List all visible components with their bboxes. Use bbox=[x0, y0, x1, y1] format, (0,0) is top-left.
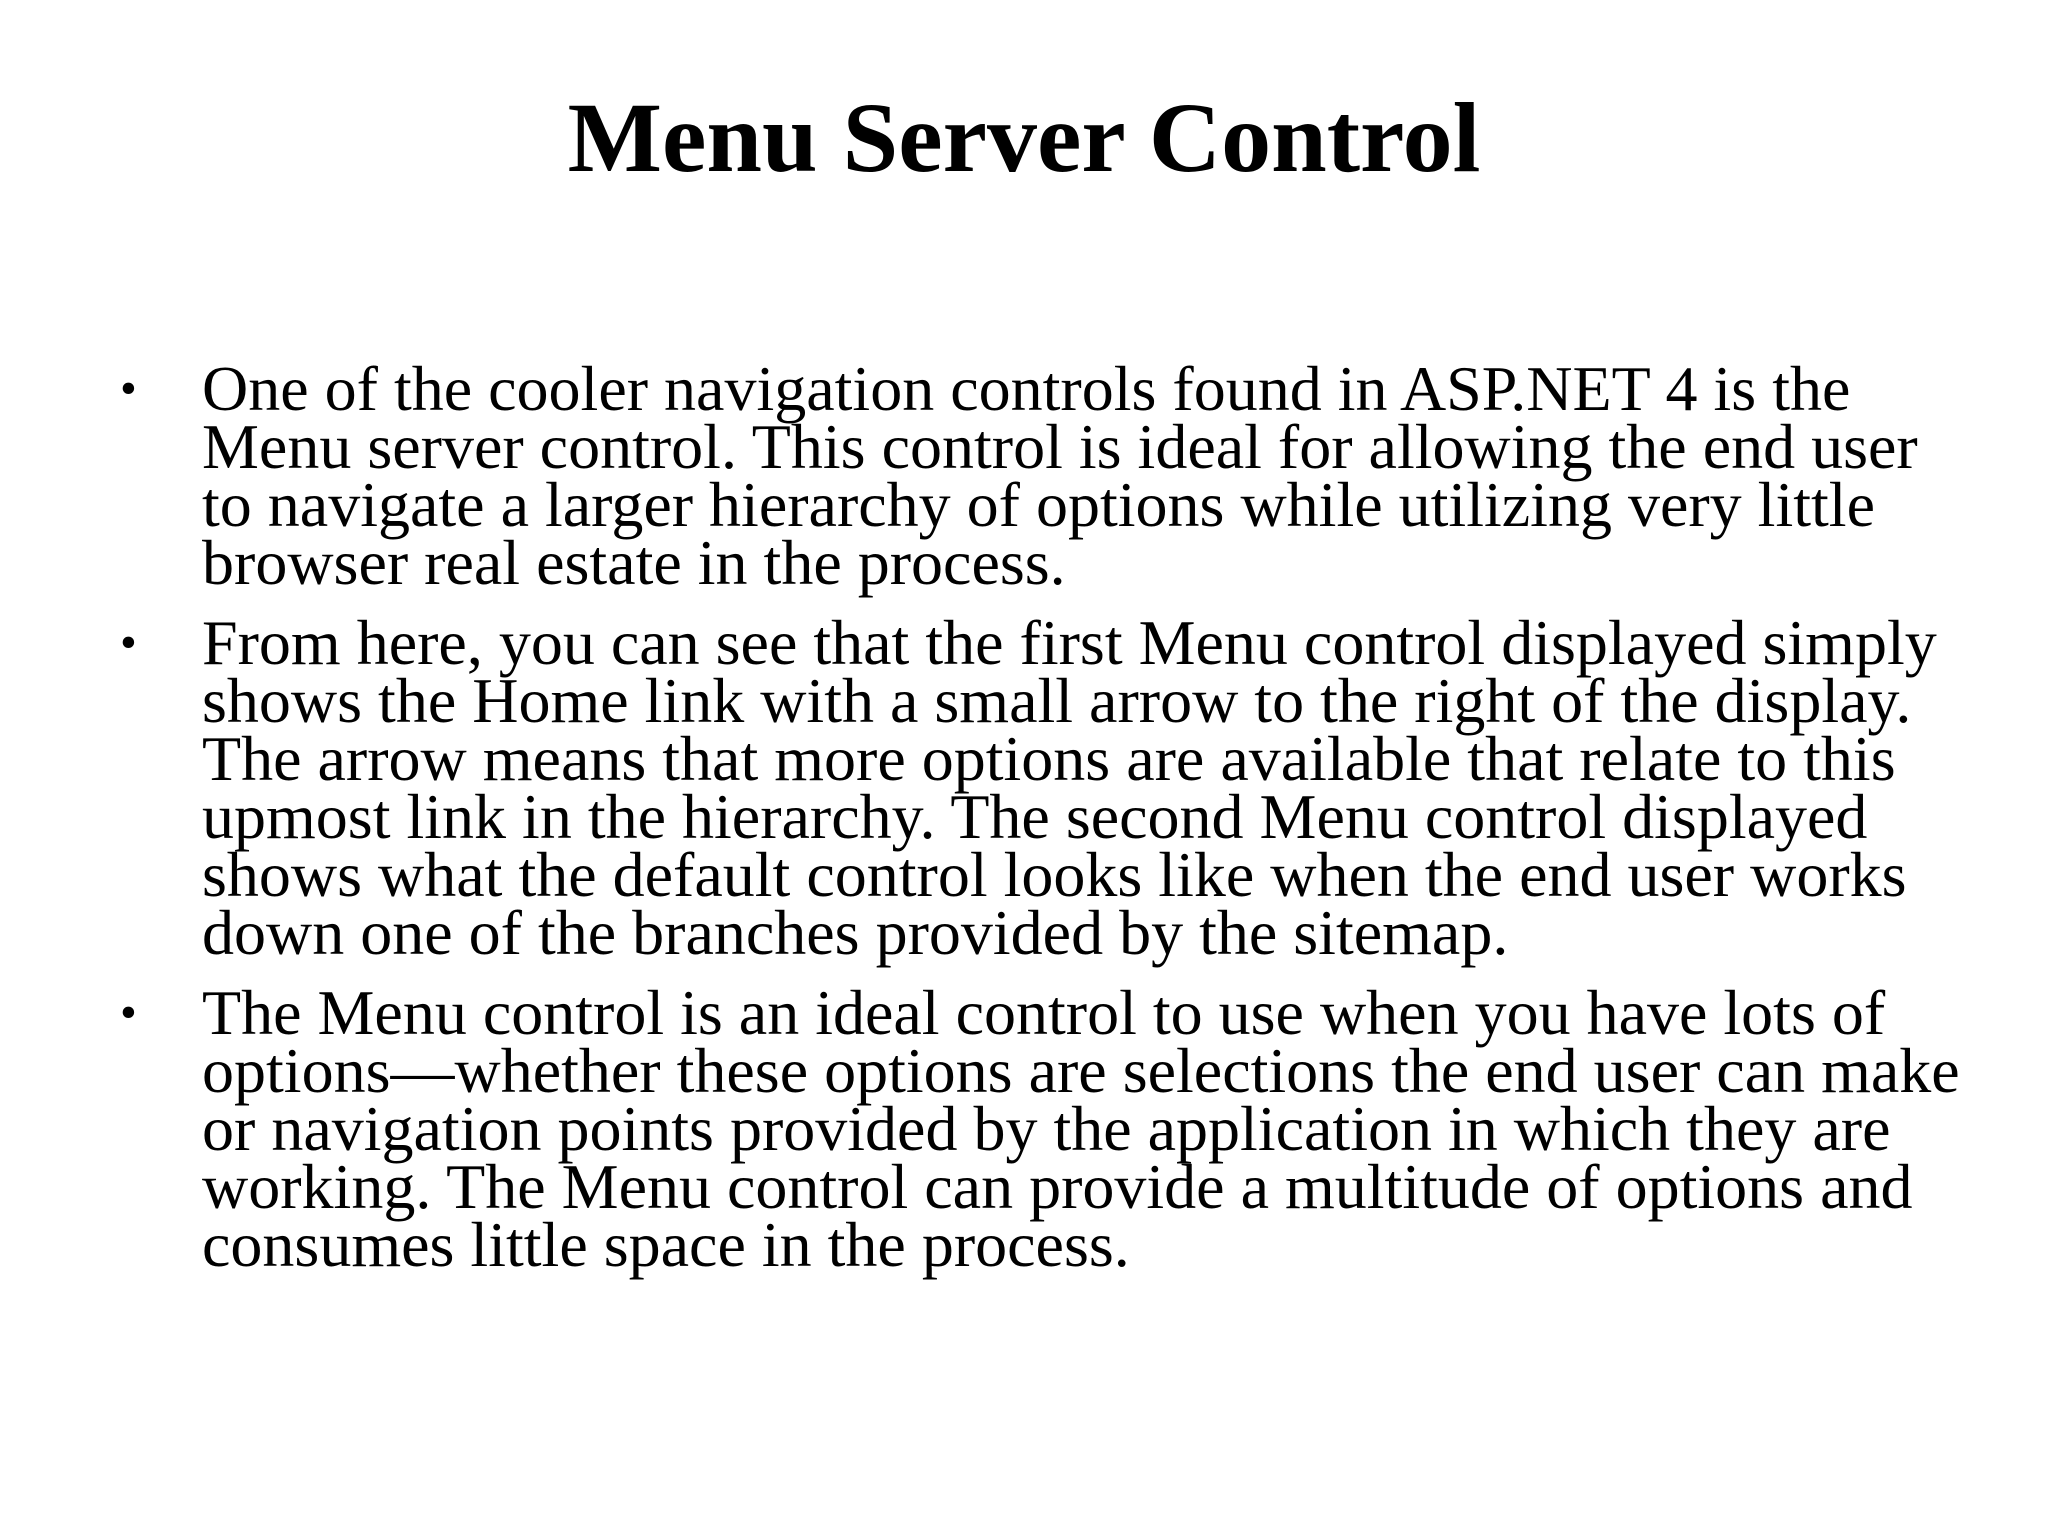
slide-title: Menu Server Control bbox=[567, 82, 1481, 193]
bullet-marker: • bbox=[120, 986, 137, 1039]
bullet-item bbox=[120, 607, 1960, 968]
bullet-marker: • bbox=[120, 362, 137, 415]
bullet-text: One of the cooler navigation controls found in ASP.NET 4 is the Menu server control. This control is ideal for allowing the end user to navigate a larger hierarchy of options while utilizing very little browser real estate in the process. bbox=[202, 353, 1918, 598]
bullet-text: From here, you can see that the first Menu control displayed simply shows the Home link with a small arrow to the right of the display. The arrow means that more options are available that relate to this upmost link in the hierarchy. The second Menu control displayed shows what the default control looks like when the end user works down one of the branches provided by the sitemap. bbox=[202, 607, 1937, 968]
bullet-text: The Menu control is an ideal control to use when you have lots of options—whether these options are selections the end user can make or navigation points provided by the application in which they are working. The Menu control can provide a multitude of options and consumes little space in the process. bbox=[202, 977, 1960, 1280]
bullet-marker: • bbox=[120, 616, 137, 669]
bullet-list bbox=[120, 353, 1960, 1296]
bullet-item bbox=[120, 977, 1960, 1280]
bullet-item bbox=[120, 353, 1960, 598]
